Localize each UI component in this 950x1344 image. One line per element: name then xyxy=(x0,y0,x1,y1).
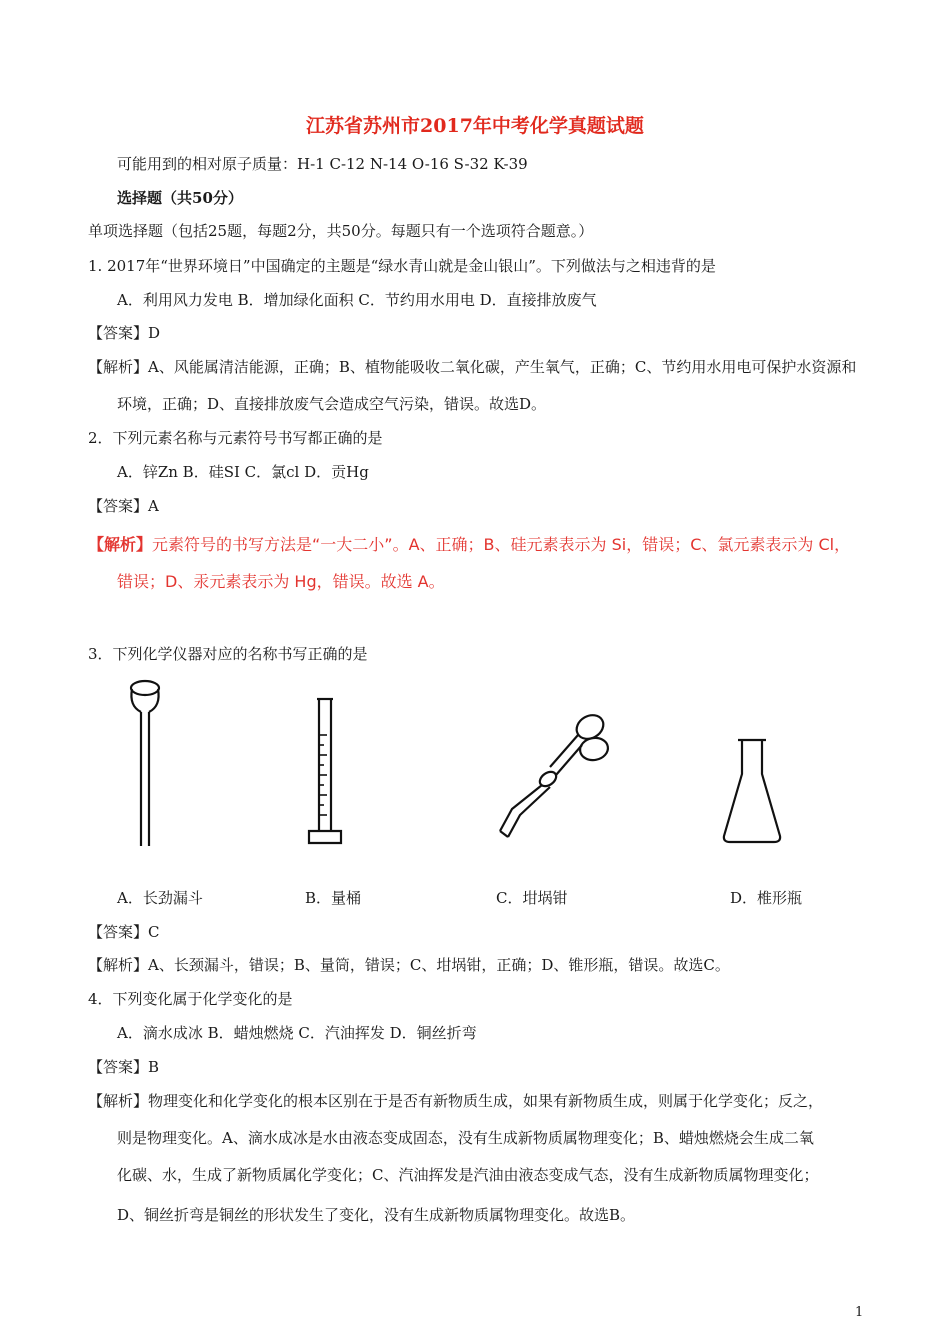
q2-analysis-text-1: 元素符号的书写方法是“一大二小”。A、正确；B、硅元素表示为 Si，错误；C、氯元素表示为 Cl， xyxy=(152,535,851,554)
q3-caption-a: A．长劲漏斗 xyxy=(117,889,203,907)
q3-stem: 3．下列化学仪器对应的名称书写正确的是 xyxy=(88,645,368,663)
q4-analysis-line-4: D、铜丝折弯是铜丝的形状发生了变化，没有生成新物质属物理变化。故选B。 xyxy=(117,1206,636,1224)
q4-analysis-line-1: 【解析】物理变化和化学变化的根本区别在于是否有新物质生成，如果有新物质生成，则属于化学变化；反之， xyxy=(88,1092,824,1110)
long-neck-funnel-figure xyxy=(115,676,175,852)
measuring-cylinder-figure xyxy=(305,695,355,847)
q4-options: A．滴水成冰 B．蜡烛燃烧 C．汽油挥发 D．铜丝折弯 xyxy=(117,1024,477,1042)
q2-stem: 2．下列元素名称与元素符号书写都正确的是 xyxy=(88,429,383,447)
q1-stem: 1. 2017年“世界环境日”中国确定的主题是“绿水青山就是金山银山”。下列做法与之相违背的是 xyxy=(88,257,716,275)
q1-options: A．利用风力发电 B．增加绿化面积 C．节约用水用电 D．直接排放废气 xyxy=(117,291,597,309)
q4-answer: 【答案】B xyxy=(88,1058,160,1076)
q4-analysis-line-2: 则是物理变化。A、滴水成冰是水由液态变成固态，没有生成新物质属物理变化；B、蜡烛燃烧会生成二氧 xyxy=(117,1129,814,1147)
q4-analysis-line-3: 化碳、水，生成了新物质属化学变化；C、汽油挥发是汽油由液态变成气态，没有生成新物质属物理变化； xyxy=(117,1166,819,1184)
q3-caption-b: B．量桶 xyxy=(305,889,362,907)
q3-caption-d: D．椎形瓶 xyxy=(730,889,803,907)
atomic-mass-line: 可能用到的相对原子质量：H-1 C-12 N-14 O-16 S-32 K-39 xyxy=(117,155,528,173)
q3-analysis: 【解析】A、长颈漏斗，错误；B、量筒，错误；C、坩埚钳，正确；D、锥形瓶，错误。故选C。 xyxy=(88,956,730,974)
q1-analysis-line-1: 【解析】A、风能属清洁能源，正确；B、植物能吸收二氧化碳，产生氧气，正确；C、节约用水用电可保护水资源和 xyxy=(88,358,857,376)
q2-analysis-line-2: 错误；D、汞元素表示为 Hg，错误。故选 A。 xyxy=(117,572,445,591)
section-heading: 选择题（共50分） xyxy=(117,189,243,207)
q2-analysis-tag: 【解析】 xyxy=(88,535,153,554)
q2-analysis-line-1 xyxy=(88,535,850,555)
q3-answer: 【答案】C xyxy=(88,923,160,941)
q2-options: A．锌Zn B．硅SI C．氯cl D．贡Hg xyxy=(117,463,369,481)
conical-flask-figure xyxy=(718,736,788,848)
q2-answer: 【答案】A xyxy=(88,497,159,515)
crucible-tongs-figure xyxy=(490,705,620,845)
q1-answer: 【答案】D xyxy=(88,324,161,342)
q3-caption-c: C．坩埚钳 xyxy=(496,889,568,907)
page-number: 1 xyxy=(855,1305,864,1320)
instructions: 单项选择题（包括25题，每题2分，共50分。每题只有一个选项符合题意。） xyxy=(88,222,594,240)
q4-stem: 4．下列变化属于化学变化的是 xyxy=(88,990,293,1008)
q1-analysis-line-2: 环境，正确；D、直接排放废气会造成空气污染，错误。故选D。 xyxy=(117,395,547,413)
page-title: 江苏省苏州市2017年中考化学真题试题 xyxy=(306,115,644,137)
